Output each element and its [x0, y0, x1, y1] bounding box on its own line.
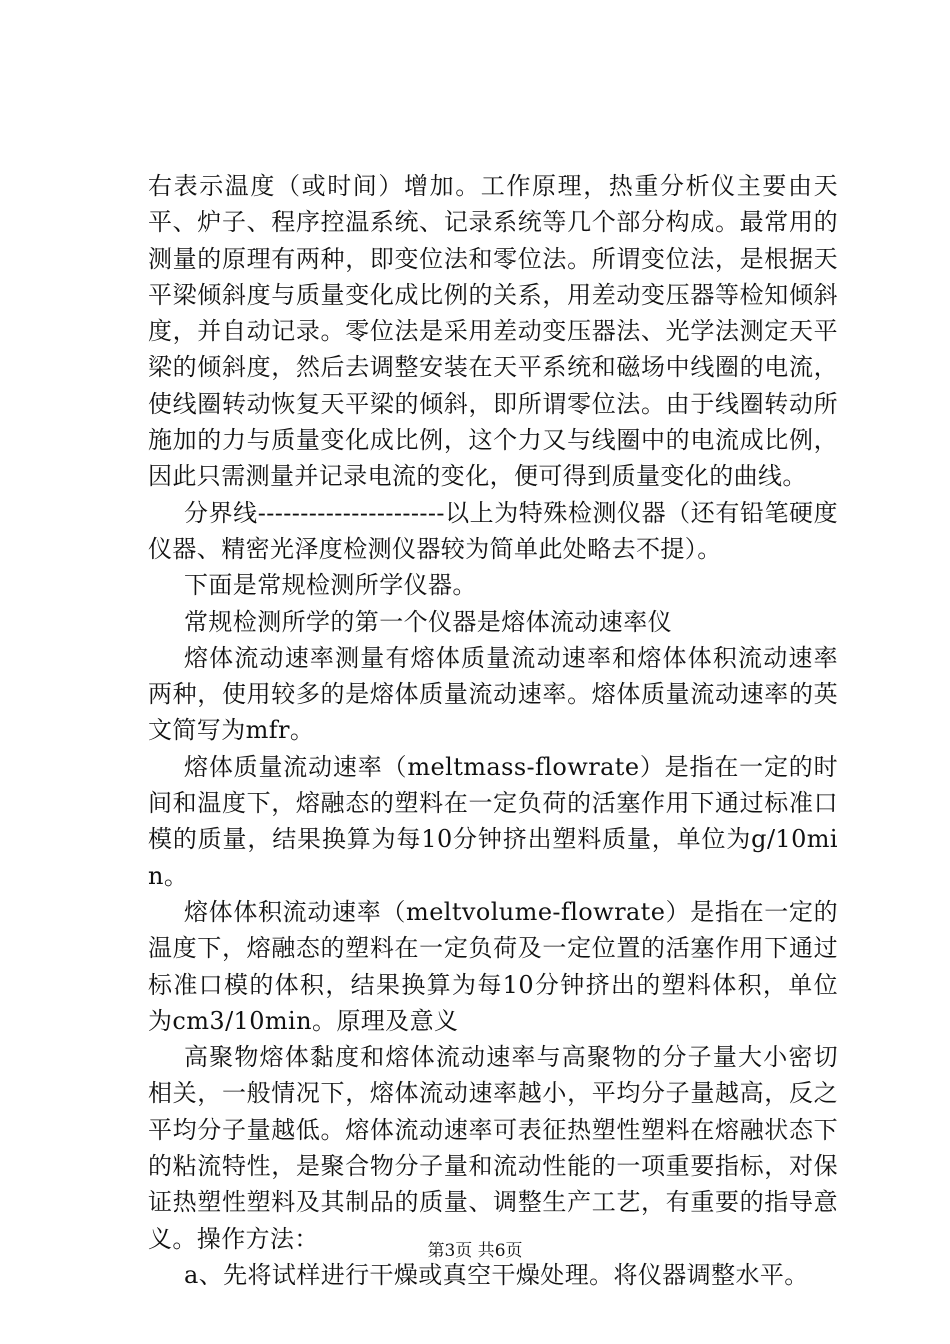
paragraph-mfr-overview: 熔体流动速率测量有熔体质量流动速率和熔体体积流动速率两种，使用较多的是熔体质量流动速率。熔体质量流动速率的英文简写为mfr。: [148, 643, 838, 745]
page-number-footer: 第3页 共6页: [427, 1241, 523, 1261]
paragraph-volume-flow-rate: 熔体体积流动速率（meltvolume-flowrate）是指在一定的温度下，熔融态的塑料在一定负荷及一定位置的活塞作用下通过标准口模的体积，结果换算为每10分钟挤出的塑料体积，单位为cm3/10min。原理及意义: [148, 897, 838, 1035]
paragraph-mass-flow-rate: 熔体质量流动速率（meltmass-flowrate）是指在一定的时间和温度下，熔融态的塑料在一定负荷的活塞作用下通过标准口模的质量，结果换算为每10分钟挤出塑料质量，单位为g/10min。: [148, 752, 838, 890]
paragraph-operation-step-a: a、先将试样进行干燥或真空干燥处理。将仪器调整水平。: [184, 1260, 809, 1289]
paragraph-first-instrument: 常规检测所学的第一个仪器是熔体流动速率仪: [184, 607, 672, 636]
paragraph-thermogravimetric-principle: 右表示温度（或时间）增加。工作原理，热重分析仪主要由天平、炉子、程序控温系统、记录系统等几个部分构成。最常用的测量的原理有两种，即变位法和零位法。所谓变位法，是根据天平梁倾斜度与质量变化成比例的关系，用差动变压器等检知倾斜度，并自动记录。零位法是采用差动变压器法、光学法测定天平梁的倾斜度，然后去调整安装在天平系统和磁场中线圈的电流，使线圈转动恢复天平梁的倾斜，即所谓零位法。由于线圈转动所施加的力与质量变化成比例，这个力又与线圈中的电流成比例，因此只需测量并记录电流的变化，便可得到质量变化的曲线。: [148, 172, 838, 491]
document-body: [148, 168, 838, 1293]
paragraph-principle-significance: 高聚物熔体黏度和熔体流动速率与高聚物的分子量大小密切相关，一般情况下，熔体流动速率越小，平均分子量越高，反之平均分子量越低。熔体流动速率可表征热塑性塑料在熔融状态下的粘流特性，是聚合物分子量和流动性能的一项重要指标，对保证热塑性塑料及其制品的质量、调整生产工艺，有重要的指导意义。操作方法：: [148, 1043, 838, 1253]
paragraph-routine-intro: 下面是常规检测所学仪器。: [184, 571, 477, 600]
paragraph-divider-note: 分界线----------------------以上为特殊检测仪器（还有铅笔硬度仪器、精密光泽度检测仪器较为简单此处略去不提）。: [148, 498, 838, 563]
